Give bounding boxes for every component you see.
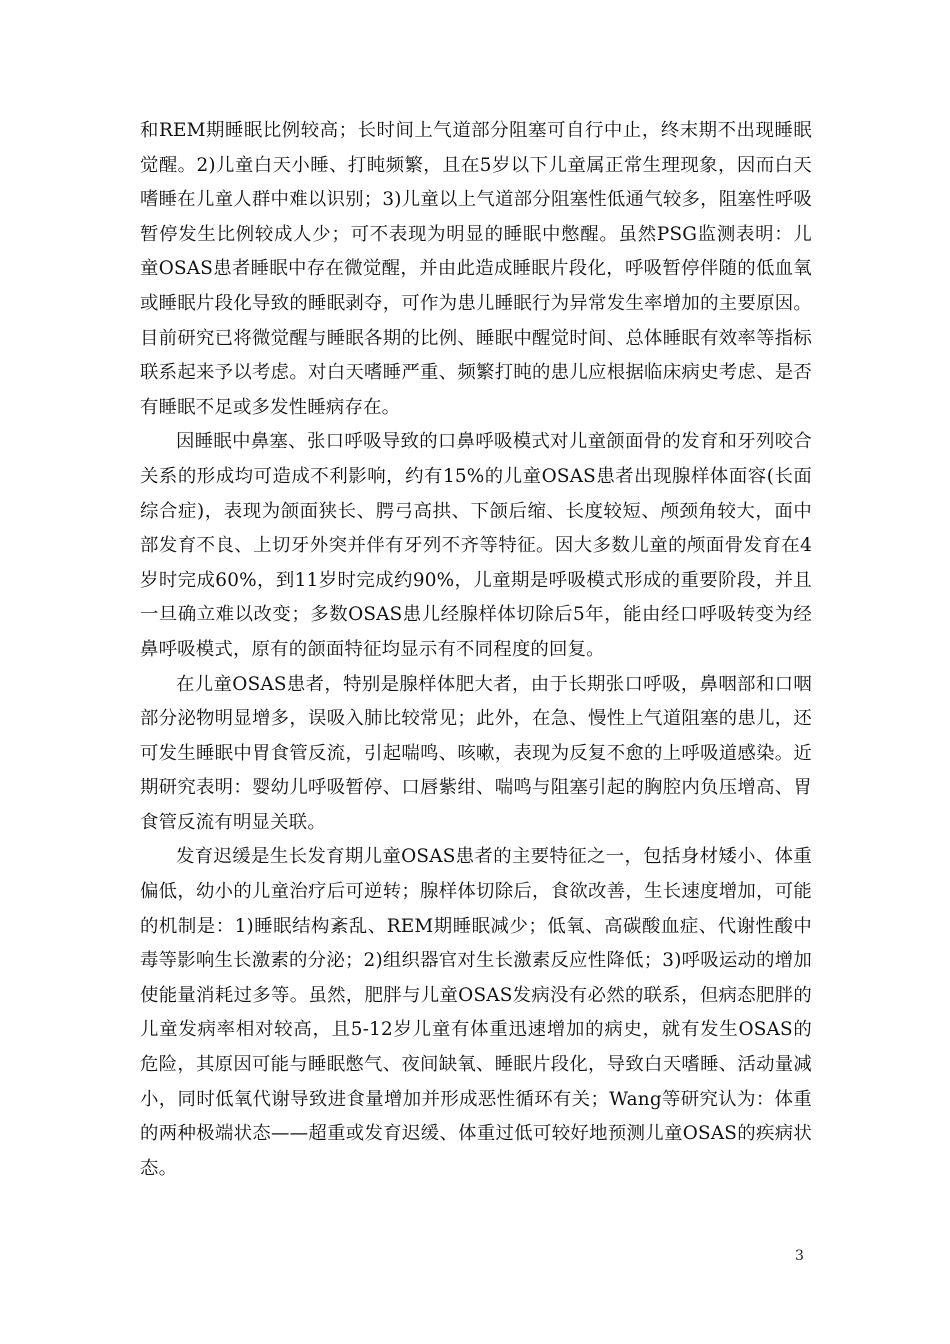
paragraph-2: 因睡眠中鼻塞、张口呼吸导致的口鼻呼吸模式对儿童颌面骨的发育和牙列咬合关系的形成均可造成不利影响，约有15%的儿童OSAS患者出现腺样体面容(长面综合症)，表现为颌面狭长、腭弓高拱、下颌后缩、长度较短、颅颈角较大，面中部发育不良、上切牙外突并伴有牙列不齐等特征。因大多数儿童的颅面骨发育在4岁时完成60%，到11岁时完成约90%，儿童期是呼吸模式形成的重要阶段，并且一旦确立难以改变；多数OSAS患儿经腺样体切除后5年，能由经口呼吸转变为经鼻呼吸模式，原有的颌面特征均显示有不同程度的回复。 <box>140 431 812 660</box>
paragraph-3: 在儿童OSAS患者，特别是腺样体肥大者，由于长期张口呼吸，鼻咽部和口咽部分泌物明显增多，误吸入肺比较常见；此外，在急、慢性上气道阻塞的患儿，还可发生睡眠中胃食管反流，引起喘鸣、咳嗽，表现为反复不愈的上呼吸道感染。近期研究表明：婴幼儿呼吸暂停、口唇紫绀、喘鸣与阻塞引起的胸腔内负压增高、胃食管反流有明显关联。 <box>140 673 812 833</box>
page-number: 3 <box>795 1248 804 1264</box>
paragraph-1: 和REM期睡眠比例较高；长时间上气道部分阻塞可自行中止，终末期不出现睡眠觉醒。2)儿童白天小睡、打盹频繁，且在5岁以下儿童属正常生理现象，因而白天嗜睡在儿童人群中难以识别；3)儿童以上气道部分阻塞性低通气较多，阻塞性呼吸暂停发生比例较成人少；可不表现为明显的睡眠中憋醒。虽然PSG监测表明：儿童OSAS患者睡眠中存在微觉醒，并由此造成睡眠片段化，呼吸暂停伴随的低血氧或睡眠片段化导致的睡眠剥夺，可作为患儿睡眠行为异常发生率增加的主要原因。目前研究已将微觉醒与睡眠各期的比例、睡眠中醒觉时间、总体睡眠有效率等指标联系起来予以考虑。对白天嗜睡严重、频繁打盹的患儿应根据临床病史考虑、是否有睡眠不足或多发性睡病存在。 <box>140 120 812 418</box>
document-body <box>140 114 812 1186</box>
paragraph-4: 发育迟缓是生长发育期儿童OSAS患者的主要特征之一，包括身材矮小、体重偏低，幼小的儿童治疗后可逆转；腺样体切除后，食欲改善，生长速度增加，可能的机制是：1)睡眠结构紊乱、REM期睡眠减少；低氧、高碳酸血症、代谢性酸中毒等影响生长激素的分泌；2)组织器官对生长激素反应性降低；3)呼吸运动的增加使能量消耗过多等。虽然，肥胖与儿童OSAS发病没有必然的联系，但病态肥胖的儿童发病率相对较高，且5-12岁儿童有体重迅速增加的病史，就有发生OSAS的危险，其原因可能与睡眠憋气、夜间缺氧、睡眠片段化，导致白天嗜睡、活动量减小，同时低氧代谢导致进食量增加并形成恶性循环有关；Wang等研究认为：体重的两种极端状态——超重或发育迟缓、体重过低可较好地预测儿童OSAS的疾病状态。 <box>140 846 812 1179</box>
